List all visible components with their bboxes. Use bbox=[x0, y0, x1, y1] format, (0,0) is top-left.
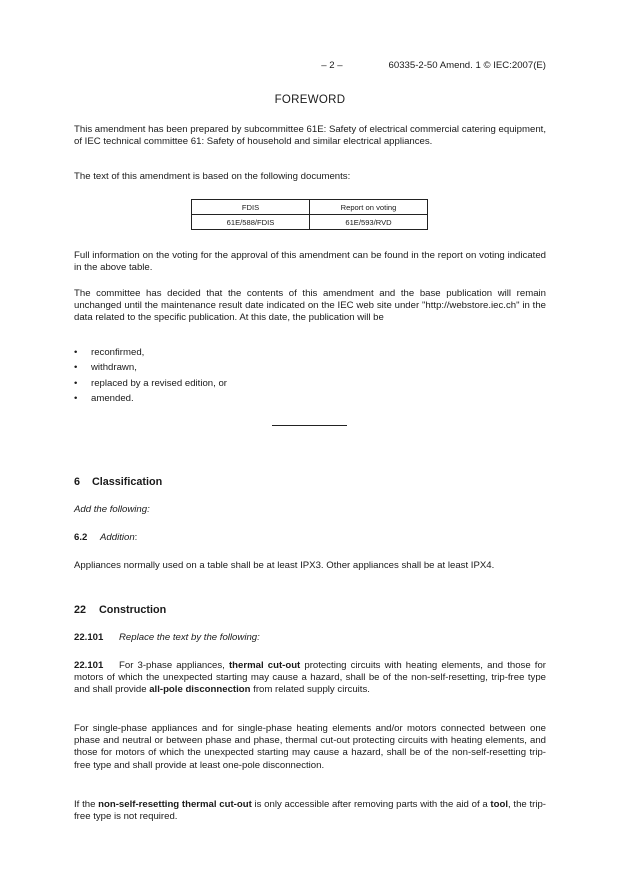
text-run: protecting circuits with heating elements, and those for motors of which the unexpected starting may cause a hazard, shall be of the non-self-resetting, trip-free type and shall provide bbox=[74, 660, 547, 696]
page-header bbox=[275, 60, 546, 71]
defined-term: tool bbox=[490, 799, 509, 810]
foreword-paragraph-1: This amendment has been prepared by subcommittee 61E: Safety of electrical commercial catering equipment, of IEC technical committee 61: Safety of household and similar electrical appliances. bbox=[74, 124, 546, 148]
foreword-paragraph-2: The text of this amendment is based on the following documents: bbox=[74, 171, 351, 182]
clause-number: 6.2 bbox=[74, 532, 88, 543]
defined-term: non-self-resetting thermal cut-out bbox=[98, 799, 252, 810]
table-header-row bbox=[192, 200, 428, 215]
publication-options-list bbox=[74, 345, 227, 406]
list-item: • replaced by a revised edition, or bbox=[74, 376, 227, 391]
section-22-heading bbox=[74, 604, 166, 616]
section-number: 6 bbox=[74, 476, 81, 488]
text-run: from related supply circuits. bbox=[250, 684, 370, 696]
clause-6-2-heading bbox=[74, 532, 546, 544]
text-run: , the trip-free type is not required. bbox=[74, 799, 547, 823]
clause-22-101-instruction bbox=[74, 632, 546, 644]
defined-term: all-pole disconnection bbox=[149, 684, 251, 696]
page-number: – 2 – bbox=[321, 60, 343, 71]
text-run: If the bbox=[74, 799, 99, 810]
clause-label: Addition bbox=[100, 532, 135, 543]
table-header-cell: FDIS bbox=[192, 200, 310, 215]
document-identifier: 60335-2-50 Amend. 1 © IEC:2007(E) bbox=[388, 60, 546, 71]
list-item: • withdrawn, bbox=[74, 360, 227, 375]
clause-22-101-paragraph-1 bbox=[74, 660, 546, 697]
section-6-instruction: Add the following: bbox=[74, 504, 150, 515]
text-run: is only accessible after removing parts with the aid of a bbox=[251, 799, 491, 810]
section-title: Classification bbox=[92, 476, 163, 488]
documents-table bbox=[191, 199, 428, 230]
clause-colon: : bbox=[134, 532, 138, 543]
text-run: For 3-phase appliances, bbox=[119, 660, 229, 671]
clause-number: 22.101 bbox=[74, 660, 104, 671]
section-divider bbox=[272, 425, 347, 426]
foreword-paragraph-3: Full information on the voting for the approval of this amendment can be found in the report on voting indicated in the above table. bbox=[74, 250, 546, 274]
section-title: Construction bbox=[99, 604, 167, 616]
table-cell: 61E/588/FDIS bbox=[192, 215, 310, 230]
foreword-title: FOREWORD bbox=[274, 94, 346, 106]
section-6-heading bbox=[74, 476, 162, 488]
table-row bbox=[192, 215, 428, 230]
table-cell: 61E/593/RVD bbox=[310, 215, 428, 230]
foreword-paragraph-4: The committee has decided that the contents of this amendment and the base publication will remain unchanged until the maintenance result date indicated on the IEC web site under "http://webstore.iec.ch" in the data related to the specific publication. At this date, the publication will be bbox=[74, 288, 546, 324]
table-header-cell: Report on voting bbox=[310, 200, 428, 215]
instruction-text: Replace the text by the following: bbox=[119, 632, 260, 643]
list-item: • reconfirmed, bbox=[74, 345, 227, 360]
defined-term: thermal cut-out bbox=[228, 660, 301, 671]
clause-22-101-paragraph-3 bbox=[74, 799, 546, 823]
section-number: 22 bbox=[74, 604, 87, 616]
clause-number: 22.101 bbox=[74, 632, 104, 643]
clause-22-101-paragraph-2: For single-phase appliances and for single-phase heating elements and/or motors connected between one phase and neutral or between phase and phase, thermal cut-out protecting circuits with heating elements, and those for motors of which the unexpected starting may cause a hazard, shall be of the non-self-resetting trip-free type and shall provide at least one-pole disconnection. bbox=[74, 723, 546, 771]
list-item: • amended. bbox=[74, 391, 227, 406]
section-6-text: Appliances normally used on a table shall be at least IPX3. Other appliances shall be at least IPX4. bbox=[74, 560, 495, 571]
